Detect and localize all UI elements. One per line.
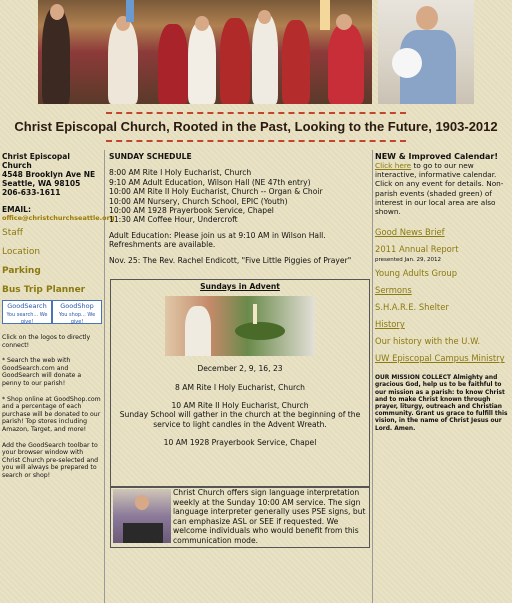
good-news-brief-link[interactable]: Good News Brief <box>375 227 445 238</box>
goodsearch-tagline: You search... We give! <box>6 312 48 325</box>
advent-line: Sunday School will gather in the church at the beginning of the service to light candles in the Advent Wreath. <box>119 410 361 429</box>
email-label: EMAIL: <box>2 205 31 214</box>
sign-language-box <box>110 486 370 548</box>
calendar-notice <box>373 150 512 218</box>
adult-ed-note: Adult Education: Please join us at 9:10 AM in Wilson Hall. Refreshments are available. <box>109 230 326 250</box>
uw-history-link[interactable]: Our history with the U.W. <box>375 336 481 347</box>
choir-procession-photo <box>38 0 372 104</box>
goodsearch-logo[interactable] <box>2 300 52 324</box>
connect-note: Click on the logos to directly connect! <box>2 334 91 349</box>
goodshop-logo[interactable] <box>52 300 102 324</box>
goodsearch-text <box>0 334 104 480</box>
parking-link[interactable]: Parking <box>2 266 41 276</box>
advent-dates: December 2, 9, 16, 23 <box>197 364 283 373</box>
center-column <box>106 150 372 603</box>
city: Seattle, WA 98105 <box>2 179 81 188</box>
divider-top <box>106 112 406 114</box>
advent-line: 8 AM Rite I Holy Eucharist, Church <box>175 383 305 392</box>
advent-wreath-photo <box>165 296 315 356</box>
calendar-text: to go to our new interactive, informative calendar. Click on any event for details. Non-parish events (shaded green) of interest in our local area are also shown. <box>375 161 504 217</box>
sign-language-text: Christ Church offers sign language interpretation weekly at the Sunday 10:00 AM service. The sign language interpreter generally uses PSE signs, but can emphasize ASL or SEE if requested. We welcome individuals who would benefit from this communication mode. <box>173 488 366 545</box>
history-link[interactable]: History <box>375 319 405 330</box>
calendar-heading: NEW & Improved Calendar! <box>375 152 499 161</box>
phone: 206-633-1611 <box>2 188 61 197</box>
sermons-link[interactable]: Sermons <box>375 285 412 296</box>
church-name: Christ Episcopal Church <box>2 152 70 170</box>
advent-line: 10 AM 1928 Prayerbook Service, Chapel <box>163 438 317 447</box>
right-links <box>373 222 512 369</box>
interpreter-photo <box>113 489 171 543</box>
staff-link[interactable]: Staff <box>2 228 23 238</box>
email-link[interactable]: office@christchurchseattle.org <box>2 214 115 222</box>
page-title: Christ Episcopal Church, Rooted in the Past, Looking to the Future, 1903-2012 <box>14 119 498 134</box>
schedule-item: 9:10 AM Adult Education, Wilson Hall (NE 47th entry) <box>109 177 311 187</box>
young-adults-link[interactable]: Young Adults Group <box>375 268 458 279</box>
schedule-item: 10:00 AM Rite II Holy Eucharist, Church -- Organ & Choir <box>109 187 323 197</box>
church-address <box>0 150 104 197</box>
report-date: presented Jan. 29, 2012 <box>375 257 441 264</box>
uw-campus-ministry-link[interactable]: UW Episcopal Campus Ministry <box>375 353 505 364</box>
november-note: Nov. 25: The Rev. Rachel Endicott, "Five Little Piggies of Prayer" <box>109 255 352 265</box>
right-column <box>372 150 512 603</box>
schedule-item: 8:00 AM Rite I Holy Eucharist, Church <box>109 168 252 178</box>
schedule-item: 10:00 AM 1928 Prayerbook Service, Chapel <box>109 206 274 216</box>
left-column <box>0 150 115 603</box>
schedule-heading: SUNDAY SCHEDULE <box>109 152 192 161</box>
calendar-link[interactable]: Click here <box>375 161 412 170</box>
toolbar-note: Add the GoodSearch toolbar to your browser window with Christ Church pre-selected and you will always be prepared to search or shop! <box>2 441 99 479</box>
annual-report-link[interactable]: 2011 Annual Report <box>375 244 459 255</box>
advent-line: 10 AM Rite II Holy Eucharist, Church <box>171 401 309 410</box>
goodshop-label: GoodShop <box>60 302 94 310</box>
bus-trip-planner-link[interactable]: Bus Trip Planner <box>2 285 86 295</box>
sunday-schedule <box>106 150 372 267</box>
goodshop-tagline: You shop... We give! <box>58 312 96 325</box>
shop-note: * Shop online at GoodShop.com and a percentage of each purchase will be donated to our parish! Top stores including Amazon, Target, and more! <box>2 395 101 433</box>
schedule-item: 11:30 AM Coffee Hour, Undercroft <box>109 215 238 225</box>
goodsearch-label: GoodSearch <box>7 302 47 310</box>
share-shelter-link[interactable]: S.H.A.R.E. Shelter <box>375 302 449 313</box>
street: 4548 Brooklyn Ave NE <box>2 170 96 179</box>
advent-box <box>110 279 370 488</box>
advent-heading: Sundays in Advent <box>200 282 280 291</box>
divider-bottom <box>106 140 406 142</box>
search-note: * Search the web with GoodSearch.com and GoodSearch will donate a penny to our parish! <box>2 357 82 387</box>
parishioner-photo <box>378 0 474 104</box>
mission-collect: OUR MISSION COLLECT Almighty and gracious God, help us to be faithful to our mission as a parish: to know Christ and to make Christ known through prayer, liturgy, outreach and Christian community. Grant us grace to fulfill this vision, in the name of Christ Jesus our Lord. Amen. <box>375 375 508 432</box>
schedule-item: 10:00 AM Nursery, Church School, EPIC (Youth) <box>109 196 288 206</box>
location-link[interactable]: Location <box>2 247 41 257</box>
